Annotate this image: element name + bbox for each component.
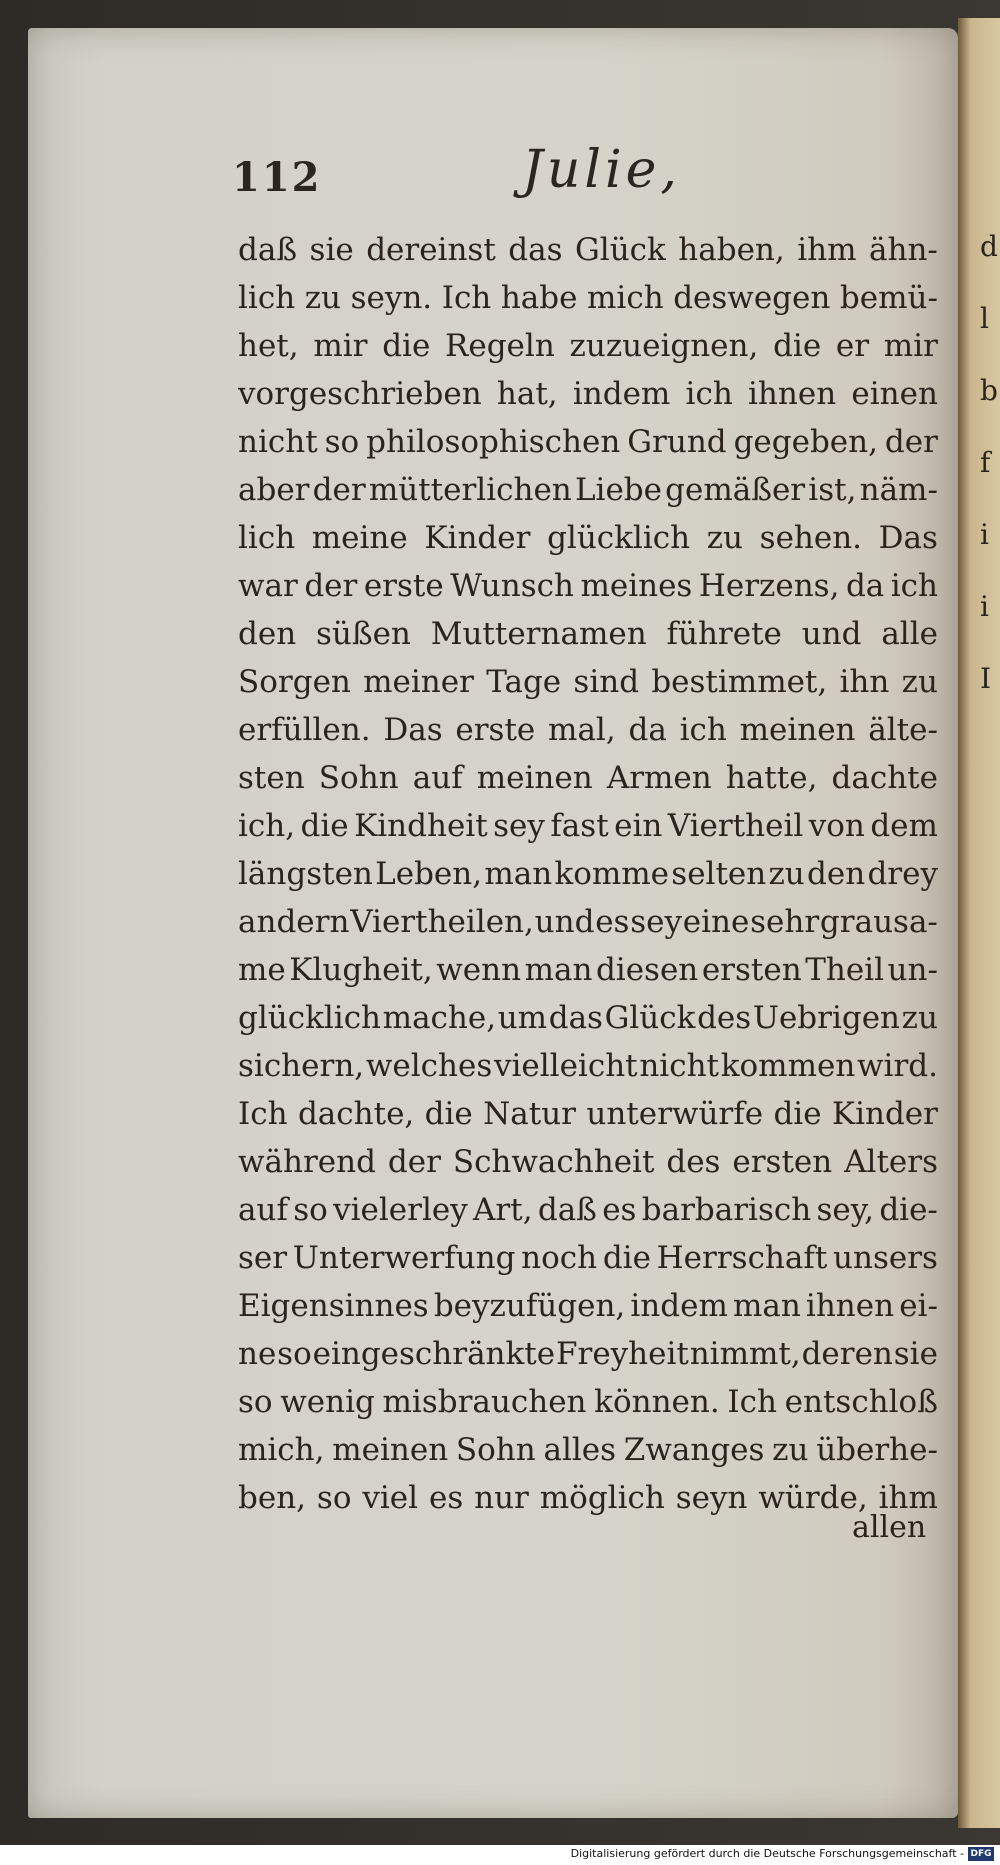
text-line xyxy=(238,568,938,616)
word: da xyxy=(845,568,885,604)
word: nicht xyxy=(238,424,318,460)
word: meines xyxy=(580,568,693,604)
word: meinen xyxy=(739,712,856,748)
word: auf xyxy=(238,1192,288,1228)
word: Regeln xyxy=(445,328,555,364)
word: ei- xyxy=(899,1288,938,1324)
word: Herrschaft xyxy=(656,1240,828,1276)
word: ich, xyxy=(238,808,296,844)
facing-page-letter: d xyxy=(980,230,998,263)
word: sehen. xyxy=(759,520,863,556)
word: indem xyxy=(572,376,671,412)
word: vielleicht xyxy=(493,1048,638,1084)
word: Tage xyxy=(486,664,562,700)
word: ein xyxy=(614,808,663,844)
word: Eigensinnes xyxy=(238,1288,429,1324)
word: die xyxy=(773,1096,822,1132)
word: dereinst xyxy=(366,232,496,268)
word: des xyxy=(697,1000,752,1036)
word: ihm xyxy=(878,1480,938,1516)
word: ersten xyxy=(732,1144,833,1180)
word: der xyxy=(312,472,366,508)
text-line xyxy=(238,1336,938,1384)
word: ist, xyxy=(808,472,857,508)
word: Armen xyxy=(606,760,712,796)
word: dachte xyxy=(831,760,938,796)
dfg-logo: DFG xyxy=(968,1847,994,1861)
word: deren xyxy=(801,1336,893,1372)
facing-page-letter: l xyxy=(980,302,989,335)
word: daß xyxy=(238,232,298,268)
word: er xyxy=(835,328,870,364)
word: vorgeschrieben xyxy=(238,376,482,412)
word: Sohn xyxy=(455,1432,536,1468)
word: zu xyxy=(772,1432,809,1468)
word: erfüllen. xyxy=(238,712,371,748)
word: Klugheit, xyxy=(289,952,433,988)
word: noch xyxy=(521,1240,598,1276)
word: man xyxy=(484,856,553,892)
word: den xyxy=(807,856,866,892)
word: un- xyxy=(887,952,938,988)
text-line xyxy=(238,664,938,712)
word: nicht xyxy=(639,1048,720,1084)
word: hat, xyxy=(496,376,558,412)
word: misbrauchen xyxy=(382,1384,587,1420)
word: ich xyxy=(679,712,727,748)
text-line xyxy=(238,1144,938,1192)
text-line xyxy=(238,1048,938,1096)
word: Das xyxy=(383,712,443,748)
facing-page-letter: f xyxy=(980,446,991,479)
running-title: Julie, xyxy=(522,140,681,200)
word: so xyxy=(316,1480,352,1516)
word: näm- xyxy=(859,472,938,508)
word: so xyxy=(293,1192,328,1228)
word: deswegen xyxy=(673,280,831,316)
word: zu xyxy=(768,856,805,892)
word: Zwanges xyxy=(623,1432,765,1468)
text-line xyxy=(238,1192,938,1240)
word: glücklich xyxy=(238,1000,382,1036)
word: die- xyxy=(879,1192,938,1228)
word: Ich xyxy=(238,1096,288,1132)
word: die xyxy=(300,808,349,844)
footer-bar xyxy=(0,1845,1000,1865)
word: Unterwerfung xyxy=(292,1240,516,1276)
word: unterwürfe xyxy=(586,1096,764,1132)
word: Kindheit xyxy=(354,808,488,844)
word: mir xyxy=(883,328,938,364)
word: so xyxy=(238,1384,273,1420)
text-line xyxy=(238,232,938,280)
word: einen xyxy=(851,376,938,412)
word: Das xyxy=(878,520,938,556)
word: Leben, xyxy=(375,856,483,892)
word: mich, xyxy=(238,1432,325,1468)
word: meine xyxy=(311,520,408,556)
text-line xyxy=(238,1240,938,1288)
word: zu xyxy=(901,664,938,700)
word: vielerley xyxy=(333,1192,468,1228)
word: zu xyxy=(901,1000,938,1036)
word: diesen xyxy=(595,952,699,988)
word: der xyxy=(304,568,358,604)
word: habe xyxy=(500,280,578,316)
word: seyn xyxy=(675,1480,748,1516)
word: die xyxy=(424,1096,473,1132)
word: het, xyxy=(238,328,299,364)
word: sichern, xyxy=(238,1048,365,1084)
word: zu xyxy=(706,520,744,556)
facing-page-letter: i xyxy=(980,590,989,623)
word: sten xyxy=(238,760,305,796)
word: Art, xyxy=(473,1192,533,1228)
word: lich xyxy=(238,520,296,556)
word: wenn xyxy=(436,952,522,988)
word: die xyxy=(602,1240,651,1276)
word: lich xyxy=(238,280,296,316)
word: glücklich xyxy=(547,520,691,556)
text-line xyxy=(238,1384,938,1432)
word: Kinder xyxy=(424,520,531,556)
word: mache, xyxy=(382,1000,497,1036)
word: dem xyxy=(870,808,938,844)
word: eingeschränkte xyxy=(312,1336,556,1372)
word: nimmt, xyxy=(689,1336,801,1372)
text-line xyxy=(238,616,938,664)
word: alles xyxy=(543,1432,617,1468)
word: Liebe xyxy=(574,472,662,508)
word: meiner xyxy=(363,664,474,700)
word: barbarisch xyxy=(641,1192,812,1228)
word: grausa- xyxy=(819,904,938,940)
word: älte- xyxy=(868,712,938,748)
word: ser xyxy=(238,1240,288,1276)
word: so xyxy=(324,424,360,460)
word: drey xyxy=(867,856,938,892)
word: gegeben, xyxy=(733,424,878,460)
word: die xyxy=(773,328,822,364)
word: erste xyxy=(455,712,536,748)
text-line xyxy=(238,1432,938,1480)
word: fast xyxy=(550,808,609,844)
word: das xyxy=(508,232,563,268)
word: haben, xyxy=(678,232,785,268)
word: Wunsch xyxy=(450,568,574,604)
word: man xyxy=(524,952,593,988)
word: es xyxy=(428,1480,464,1516)
word: indem xyxy=(630,1288,728,1324)
word: Ich xyxy=(727,1384,777,1420)
word: Glück xyxy=(604,1000,696,1036)
word: führete xyxy=(666,616,782,652)
word: es xyxy=(595,904,630,940)
word: von xyxy=(808,808,865,844)
text-line xyxy=(238,1000,938,1048)
word: welches xyxy=(365,1048,493,1084)
text-line xyxy=(238,472,938,520)
word: zuzueignen, xyxy=(569,328,759,364)
word: gemäßer xyxy=(665,472,806,508)
word: aber xyxy=(238,472,310,508)
word: sey xyxy=(493,808,545,844)
word: wenig xyxy=(280,1384,375,1420)
word: mal, xyxy=(548,712,616,748)
word: ihnen xyxy=(805,1288,895,1324)
word: Ich xyxy=(441,280,492,316)
word: während xyxy=(238,1144,376,1180)
text-line xyxy=(238,952,938,1000)
word: viel xyxy=(362,1480,419,1516)
word: selten xyxy=(671,856,767,892)
word: kommen xyxy=(720,1048,856,1084)
word: philosophischen xyxy=(366,424,621,460)
word: Schwachheit xyxy=(452,1144,655,1180)
word: ich xyxy=(890,568,938,604)
word: Viertheilen, xyxy=(350,904,534,940)
word: daß xyxy=(537,1192,597,1228)
word: erste xyxy=(363,568,444,604)
word: sind xyxy=(573,664,640,700)
word: um xyxy=(497,1000,548,1036)
text-line xyxy=(238,808,938,856)
word: nur xyxy=(474,1480,529,1516)
word: seyn. xyxy=(350,280,433,316)
facing-page-margin-letters xyxy=(980,230,1000,734)
word: hatte, xyxy=(725,760,818,796)
word: Alters xyxy=(844,1144,938,1180)
word: ne xyxy=(238,1336,277,1372)
word: eine xyxy=(682,904,750,940)
text-line xyxy=(238,712,938,760)
word: und xyxy=(801,616,862,652)
word: meinen xyxy=(476,760,593,796)
word: ihn xyxy=(839,664,890,700)
word: mich xyxy=(587,280,664,316)
word: des xyxy=(666,1144,721,1180)
word: entschloß xyxy=(784,1384,938,1420)
running-head xyxy=(232,140,712,210)
word: war xyxy=(238,568,298,604)
body-text xyxy=(238,232,938,1532)
word: es xyxy=(602,1192,637,1228)
facing-page-letter: i xyxy=(980,518,989,551)
text-line xyxy=(238,376,938,424)
word: überhe- xyxy=(816,1432,938,1468)
word: sey, xyxy=(816,1192,875,1228)
word: dachte, xyxy=(297,1096,415,1132)
word: mütterlichen xyxy=(368,472,572,508)
facing-page-letter: b xyxy=(980,374,998,407)
word: Glück xyxy=(575,232,666,268)
word: da xyxy=(628,712,667,748)
word: Kinder xyxy=(831,1096,938,1132)
word: sehr xyxy=(750,904,820,940)
word: beyzufügen, xyxy=(433,1288,626,1324)
digitization-credit: Digitalisierung gefördert durch die Deutsche Forschungsgemeinschaft - xyxy=(570,1847,964,1860)
word: ähn- xyxy=(869,232,938,268)
word: sie xyxy=(309,232,354,268)
word: Uebrigen xyxy=(752,1000,901,1036)
word: ich xyxy=(685,376,733,412)
word: meinen xyxy=(332,1432,449,1468)
text-line xyxy=(238,1480,938,1528)
word: möglich xyxy=(539,1480,665,1516)
word: können. xyxy=(594,1384,720,1420)
word: Sohn xyxy=(318,760,399,796)
word: Freyheit xyxy=(555,1336,689,1372)
word: Natur xyxy=(483,1096,576,1132)
word: Herzens, xyxy=(698,568,840,604)
word: Grund xyxy=(627,424,727,460)
word: längsten xyxy=(238,856,373,892)
word: zu xyxy=(304,280,342,316)
text-line xyxy=(238,904,938,952)
text-line xyxy=(238,328,938,376)
word: den xyxy=(238,616,297,652)
text-line xyxy=(238,1096,938,1144)
text-line xyxy=(238,280,938,328)
text-line xyxy=(238,1288,938,1336)
word: Sorgen xyxy=(238,664,351,700)
word: so xyxy=(277,1336,312,1372)
text-line xyxy=(238,424,938,472)
word: würde, xyxy=(758,1480,868,1516)
word: Viertheil xyxy=(667,808,804,844)
word: me xyxy=(238,952,286,988)
word: alle xyxy=(881,616,938,652)
word: man xyxy=(732,1288,801,1324)
word: der xyxy=(387,1144,441,1180)
word: und xyxy=(534,904,595,940)
word: komme xyxy=(554,856,670,892)
word: andern xyxy=(238,904,350,940)
word: der xyxy=(884,424,938,460)
word: ben, xyxy=(238,1480,307,1516)
word: wird. xyxy=(857,1048,938,1084)
word: auf xyxy=(412,760,463,796)
text-line xyxy=(238,856,938,904)
word: das xyxy=(548,1000,603,1036)
word: ihm xyxy=(797,232,857,268)
word: sie xyxy=(893,1336,938,1372)
word: unsers xyxy=(833,1240,938,1276)
word: Mutternamen xyxy=(430,616,647,652)
word: bemü- xyxy=(839,280,938,316)
word: ihnen xyxy=(748,376,837,412)
word: sey xyxy=(630,904,682,940)
word: mir xyxy=(313,328,368,364)
text-line xyxy=(238,760,938,808)
facing-page-letter: I xyxy=(980,662,992,695)
word: bestimmet, xyxy=(651,664,828,700)
word: süßen xyxy=(315,616,411,652)
catchword: allen xyxy=(852,1510,927,1545)
text-line xyxy=(238,520,938,568)
word: Theil xyxy=(805,952,885,988)
word: die xyxy=(382,328,431,364)
page-number: 112 xyxy=(232,154,322,201)
word: ersten xyxy=(701,952,802,988)
